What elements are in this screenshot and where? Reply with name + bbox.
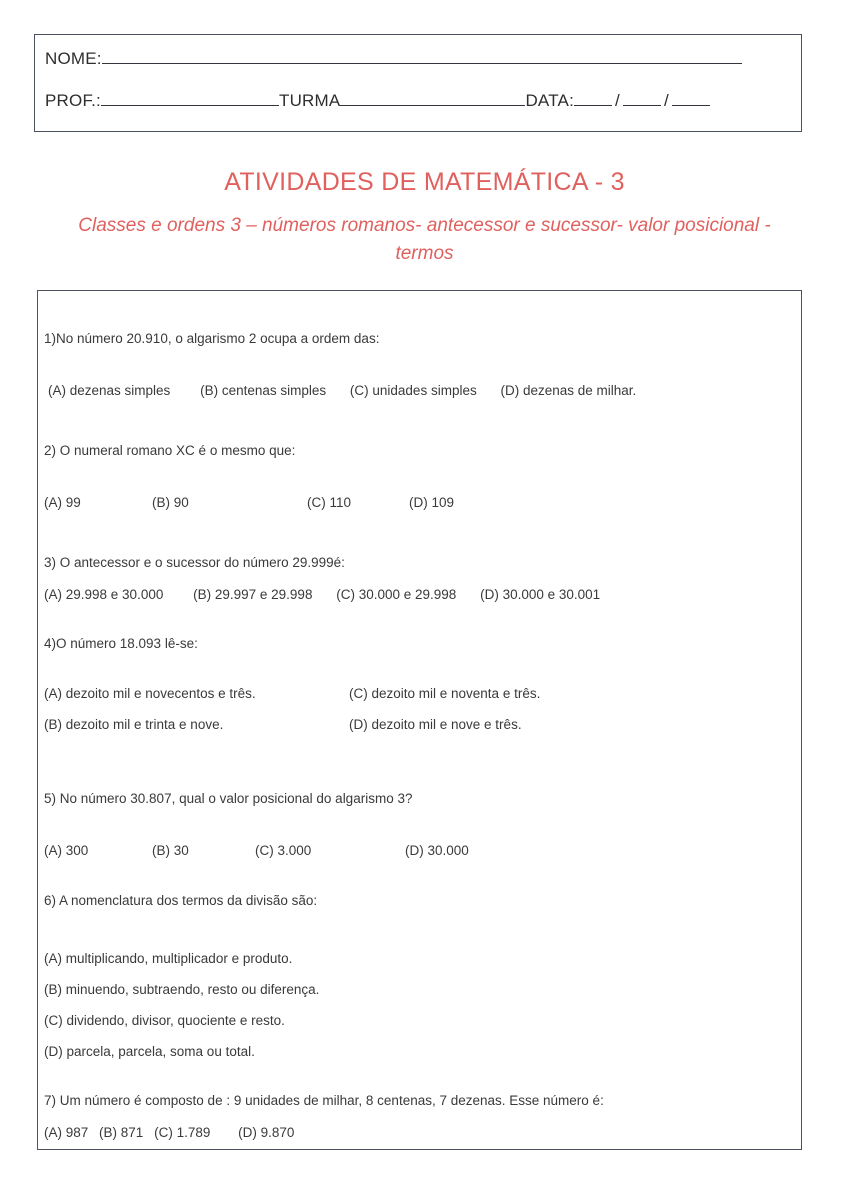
question-4 bbox=[44, 634, 795, 736]
question-7-option-d[interactable]: (D) 9.870 bbox=[238, 1125, 295, 1141]
date-label: DATA: bbox=[525, 91, 574, 110]
question-4-option-b[interactable]: (B) dezoito mil e trinta e nove. bbox=[44, 717, 224, 733]
question-5 bbox=[44, 789, 795, 861]
name-input-blank[interactable] bbox=[102, 52, 742, 64]
question-5-option-b[interactable]: (B) 30 bbox=[152, 843, 189, 859]
question-6 bbox=[44, 891, 795, 1073]
question-1 bbox=[44, 329, 795, 402]
question-7-option-c[interactable]: (C) 1.789 bbox=[154, 1125, 211, 1141]
question-5-stem: 5) No número 30.807, qual o valor posicional do algarismo 3? bbox=[44, 791, 413, 806]
question-5-option-d[interactable]: (D) 30.000 bbox=[405, 843, 469, 859]
class-input-blank[interactable] bbox=[340, 94, 525, 106]
question-6-option-c[interactable]: (C) dividendo, divisor, quociente e resto. bbox=[44, 1013, 285, 1029]
question-7 bbox=[44, 1091, 795, 1144]
teacher-label: PROF.: bbox=[45, 91, 101, 110]
question-3-options bbox=[44, 585, 795, 605]
question-2-stem: 2) O numeral romano XC é o mesmo que: bbox=[44, 443, 296, 458]
student-info-box bbox=[34, 34, 802, 132]
question-1-option-d[interactable]: (D) dezenas de milhar. bbox=[500, 383, 637, 399]
question-3-option-d[interactable]: (D) 30.000 e 30.001 bbox=[480, 587, 601, 603]
question-3-option-c[interactable]: (C) 30.000 e 29.998 bbox=[336, 587, 457, 603]
question-2-option-c[interactable]: (C) 110 bbox=[307, 495, 352, 511]
question-2-option-b[interactable]: (B) 90 bbox=[152, 495, 189, 511]
question-4-stem: 4)O número 18.093 lê-se: bbox=[44, 636, 198, 651]
question-1-option-a[interactable]: (A) dezenas simples bbox=[48, 383, 171, 399]
question-3-option-b[interactable]: (B) 29.997 e 29.998 bbox=[193, 587, 313, 603]
question-6-stem: 6) A nomenclatura dos termos da divisão são: bbox=[44, 893, 318, 908]
question-3-stem: 3) O antecessor e o sucessor do número 29.999é: bbox=[44, 555, 345, 570]
question-7-option-a[interactable]: (A) 987 bbox=[44, 1125, 89, 1141]
date-day-blank[interactable] bbox=[574, 94, 612, 106]
question-2 bbox=[44, 441, 795, 513]
question-5-option-c[interactable]: (C) 3.000 bbox=[255, 843, 312, 859]
name-field-row bbox=[45, 49, 791, 69]
teacher-class-date-row bbox=[45, 91, 791, 111]
question-1-option-b[interactable]: (B) centenas simples bbox=[200, 383, 327, 399]
question-4-option-c[interactable]: (C) dezoito mil e noventa e três. bbox=[349, 686, 541, 702]
question-6-option-b[interactable]: (B) minuendo, subtraendo, resto ou diferença. bbox=[44, 982, 320, 998]
date-year-blank[interactable] bbox=[672, 94, 710, 106]
question-7-stem: 7) Um número é composto de : 9 unidades de milhar, 8 centenas, 7 dezenas. Esse número é: bbox=[44, 1093, 604, 1108]
questions-panel bbox=[37, 290, 802, 1150]
question-3 bbox=[44, 553, 795, 606]
question-1-option-c[interactable]: (C) unidades simples bbox=[349, 383, 477, 399]
question-7-options bbox=[44, 1123, 795, 1143]
question-6-option-a[interactable]: (A) multiplicando, multiplicador e produto. bbox=[44, 951, 293, 967]
question-1-options bbox=[44, 381, 795, 401]
question-4-option-a[interactable]: (A) dezoito mil e novecentos e três. bbox=[44, 686, 256, 702]
question-4-option-d[interactable]: (D) dezoito mil e nove e três. bbox=[349, 717, 522, 733]
question-2-options bbox=[44, 493, 795, 513]
question-7-option-b[interactable]: (B) 871 bbox=[99, 1125, 144, 1141]
page-subtitle: Classes e ordens 3 – números romanos- antecessor e sucessor- valor posicional - termos bbox=[78, 215, 771, 264]
question-6-option-d[interactable]: (D) parcela, parcela, soma ou total. bbox=[44, 1044, 255, 1060]
question-1-stem: 1)No número 20.910, o algarismo 2 ocupa a ordem das: bbox=[44, 331, 380, 346]
teacher-input-blank[interactable] bbox=[101, 94, 279, 106]
question-2-option-d[interactable]: (D) 109 bbox=[409, 495, 455, 511]
name-label: NOME: bbox=[45, 49, 102, 68]
question-4-options bbox=[44, 684, 795, 736]
page-title: ATIVIDADES DE MATEMÁTICA - 3 bbox=[224, 168, 625, 196]
question-3-option-a[interactable]: (A) 29.998 e 30.000 bbox=[44, 587, 164, 603]
date-month-blank[interactable] bbox=[623, 94, 661, 106]
date-separator-1: / bbox=[615, 91, 620, 110]
question-6-options bbox=[44, 949, 795, 1073]
question-5-options bbox=[44, 841, 795, 861]
question-5-option-a[interactable]: (A) 300 bbox=[44, 843, 89, 859]
question-2-option-a[interactable]: (A) 99 bbox=[44, 495, 81, 511]
class-label: TURMA bbox=[279, 91, 341, 110]
date-separator-2: / bbox=[663, 91, 669, 110]
